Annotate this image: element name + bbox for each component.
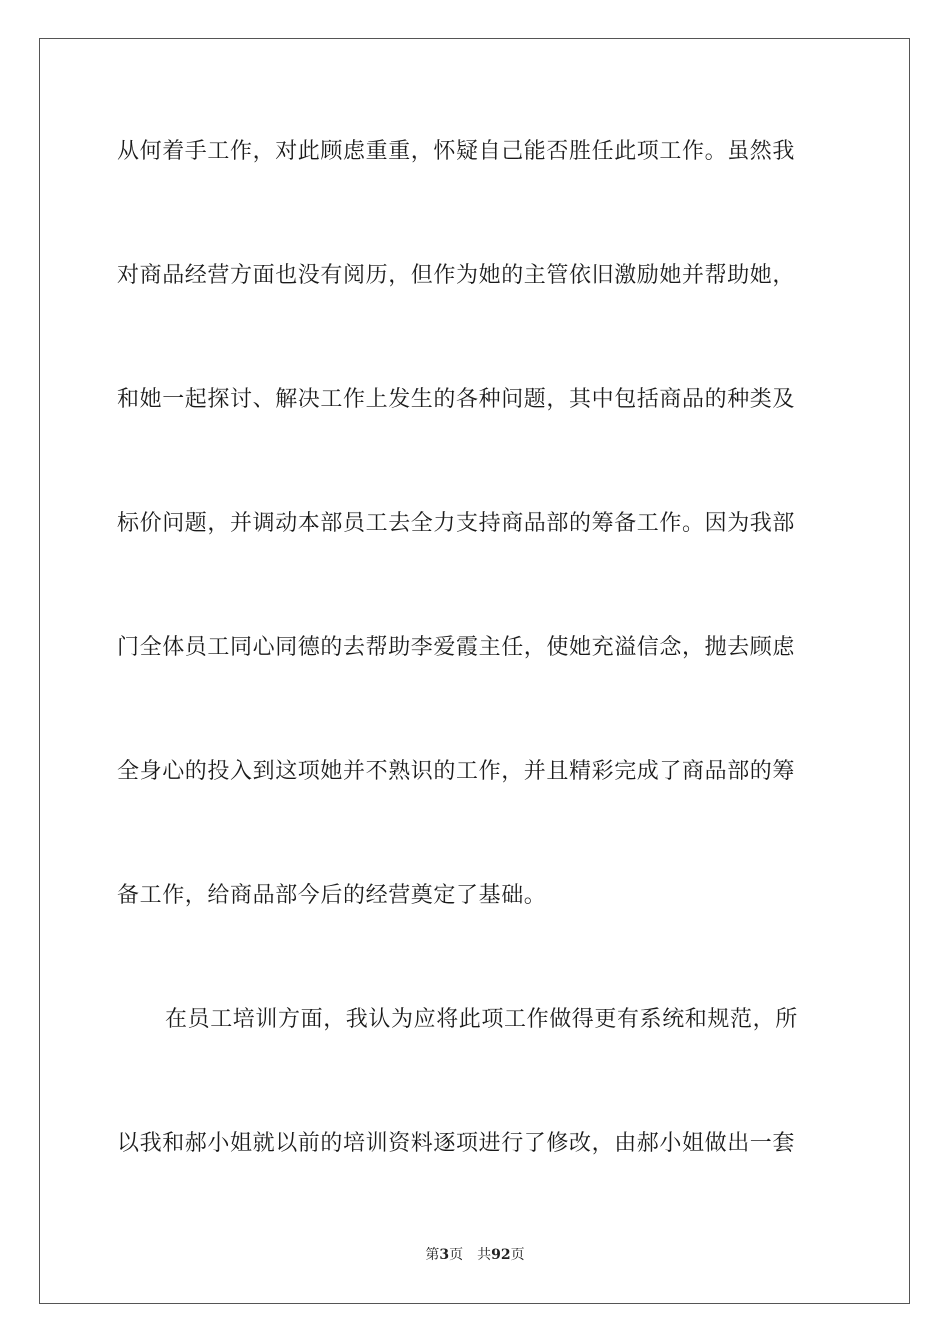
total-prefix: 共 [477,1247,492,1263]
paragraph-first-line: 在员工培训方面，我认为应将此项工作做得更有系统和规范，所 [165,1007,798,1032]
page-footer [0,1244,950,1264]
total-suffix: 页 [510,1247,525,1263]
page-suffix: 页 [449,1247,464,1263]
page-prefix: 第 [425,1247,440,1263]
page-number: 3 [439,1247,450,1263]
text-line: 从何着手工作，对此顾虑重重，怀疑自己能否胜任此项工作。虽然我 [117,139,796,164]
text-line: 对商品经营方面也没有阅历，但作为她的主管依旧激励她并帮助她， [117,263,796,288]
total-pages: 92 [491,1247,511,1263]
text-line: 以我和郝小姐就以前的培训资料逐项进行了修改，由郝小姐做出一套 [117,1131,796,1156]
text-line: 和她一起探讨、解决工作上发生的各种问题，其中包括商品的种类及 [117,387,796,412]
text-line: 标价问题，并调动本部员工去全力支持商品部的筹备工作。因为我部 [117,511,796,536]
document-body [117,130,833,1246]
text-line: 备工作，给商品部今后的经营奠定了基础。 [117,883,547,908]
text-line: 门全体员工同心同德的去帮助李爱霞主任，使她充溢信念，抛去顾虑 [117,635,796,660]
text-line: 全身心的投入到这项她并不熟识的工作，并且精彩完成了商品部的筹 [117,759,796,784]
